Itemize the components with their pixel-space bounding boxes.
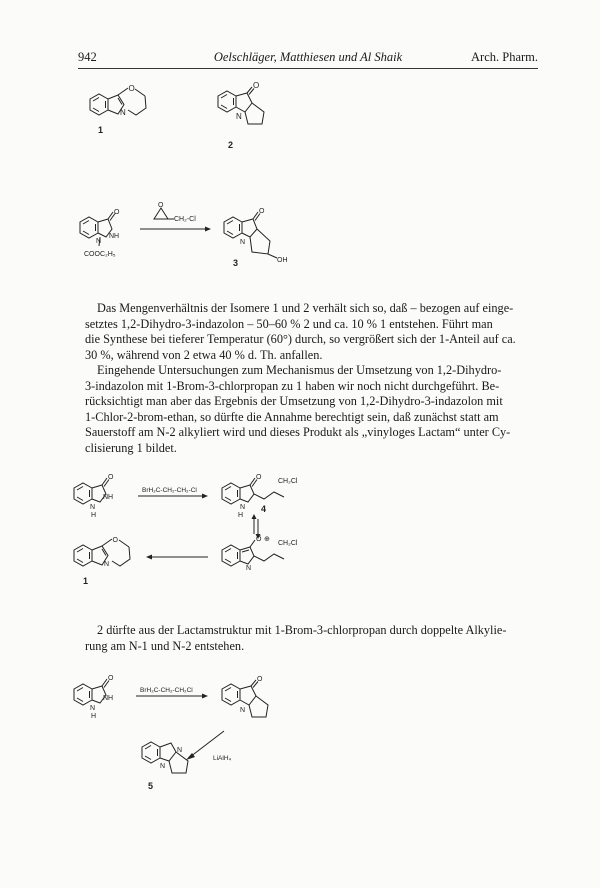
reductant-label: LiAlH₄	[213, 755, 232, 762]
carbonyl-oxygen-label: O	[108, 474, 114, 481]
compound-number-4: 4	[261, 504, 267, 514]
carbonyl-oxygen-label: O	[108, 675, 114, 682]
nh-label: NH	[109, 233, 120, 240]
text-line: setztes 1,2-Dihydro-3-indazolon – 50–60 % 2 und ca. 10 % 1 entstehen. Führt man	[85, 316, 493, 331]
nitrogen-label: N	[246, 565, 252, 572]
carbonyl-oxygen-label: O	[256, 474, 262, 481]
ring-nitrogen-label: N	[160, 763, 166, 770]
text-line: rücksichtigt man aber das Ergebnis der Umsetzung von 1,2-Dihydro-3-indazolon mit	[85, 394, 503, 408]
hydrogen-label: H	[91, 713, 97, 720]
ring-nitrogen-label: N	[104, 561, 110, 568]
nh-label: NH	[103, 494, 114, 501]
hydroxyl-label: OH	[277, 257, 288, 264]
nitrogen-label: N	[90, 705, 96, 712]
ring-nitrogen-label: N	[236, 112, 242, 121]
text-line: Sauerstoff am N-2 alkyliert wird und dieses Produkt als „vinyloges Lactam“ unter Cy-	[85, 425, 511, 439]
epoxide-oxygen-label: O	[158, 202, 164, 209]
nitrogen-label: N	[240, 239, 246, 246]
ring-nitrogen-label: N	[120, 108, 126, 117]
text-line: Eingehende Untersuchungen zum Mechanismus der Umsetzung von 1,2-Dihydro-	[97, 363, 502, 377]
indazolone-structure	[74, 675, 114, 720]
text-line: 2 dürfte aus der Lactamstruktur mit 1-Brom-3-chlorpropan durch doppelte Alkylie-	[97, 623, 507, 637]
enolate-oxygen-label: O̅	[256, 536, 262, 543]
text-line: rung am N-1 und N-2 entstehen.	[85, 638, 245, 653]
text-line: clisierung 1 bildet.	[85, 440, 177, 455]
positive-charge-label: ⊕	[264, 536, 270, 543]
nitrogen-label: N	[240, 504, 246, 511]
reagent-label: CH₂-Cl	[174, 216, 196, 223]
hydrogen-label: H	[91, 512, 97, 519]
text-line: 3-indazolon mit 1-Brom-3-chlorpropan zu 1 haben wir noch nicht durchgeführt. Be-	[85, 378, 500, 393]
carbonyl-oxygen-label: O	[257, 676, 263, 683]
nitrogen-label: N	[96, 238, 102, 245]
ring-nitrogen-label: N	[240, 707, 246, 714]
ethyl-ester-label: COOC₂H₅	[84, 251, 116, 258]
structure-5	[142, 742, 188, 791]
compound-number-5: 5	[148, 781, 154, 791]
ring-oxygen-label: O	[128, 84, 135, 93]
reagent-label: BrH₂C-CH₂-CH₂Cl	[140, 687, 193, 694]
ring-oxygen-label: O	[112, 537, 118, 544]
ring-nitrogen-label: N	[177, 747, 183, 754]
text-line: die Synthese bei tieferer Temperatur (60°) durch, so vergrößert sich der 1-Anteil auf ca.	[85, 332, 516, 346]
chloromethyl-label: CH₂Cl	[278, 540, 298, 547]
text-line: 1-Chlor-2-brom-ethan, so dürfte die Annahme berechtigt sein, daß zunächst statt am	[85, 409, 499, 424]
running-header-authors: Oelschläger, Matthiesen und Al Shaik	[213, 50, 403, 64]
text-line: Das Mengenverhältnis der Isomere 1 und 2 verhält sich so, daß – bezogen auf einge-	[97, 301, 514, 315]
text-line: 30 %, während von 2 etwa 40 % d. Th. anfallen.	[85, 347, 323, 362]
journal-name: Arch. Pharm.	[471, 50, 538, 64]
compound-number-2: 2	[228, 140, 234, 150]
compound-number-1: 1	[83, 576, 89, 586]
structure-2	[222, 676, 268, 717]
reagent-label: BrH₂C-CH₂-CH₂-Cl	[142, 487, 197, 494]
nitrogen-label: N	[90, 504, 96, 511]
chloromethyl-label: CH₂Cl	[278, 478, 298, 485]
carbonyl-oxygen-label: O	[259, 208, 265, 215]
reduction-arrow	[190, 731, 224, 757]
nh-label: NH	[103, 695, 114, 702]
compound-number-3: 3	[233, 258, 239, 268]
hydrogen-label: H	[238, 512, 244, 519]
carbonyl-oxygen-label: O	[253, 81, 260, 90]
compound-number-1: 1	[98, 125, 104, 135]
carbonyl-oxygen-label: O	[114, 209, 120, 216]
page-number: 942	[78, 50, 97, 64]
reaction-arrowhead	[202, 694, 208, 699]
